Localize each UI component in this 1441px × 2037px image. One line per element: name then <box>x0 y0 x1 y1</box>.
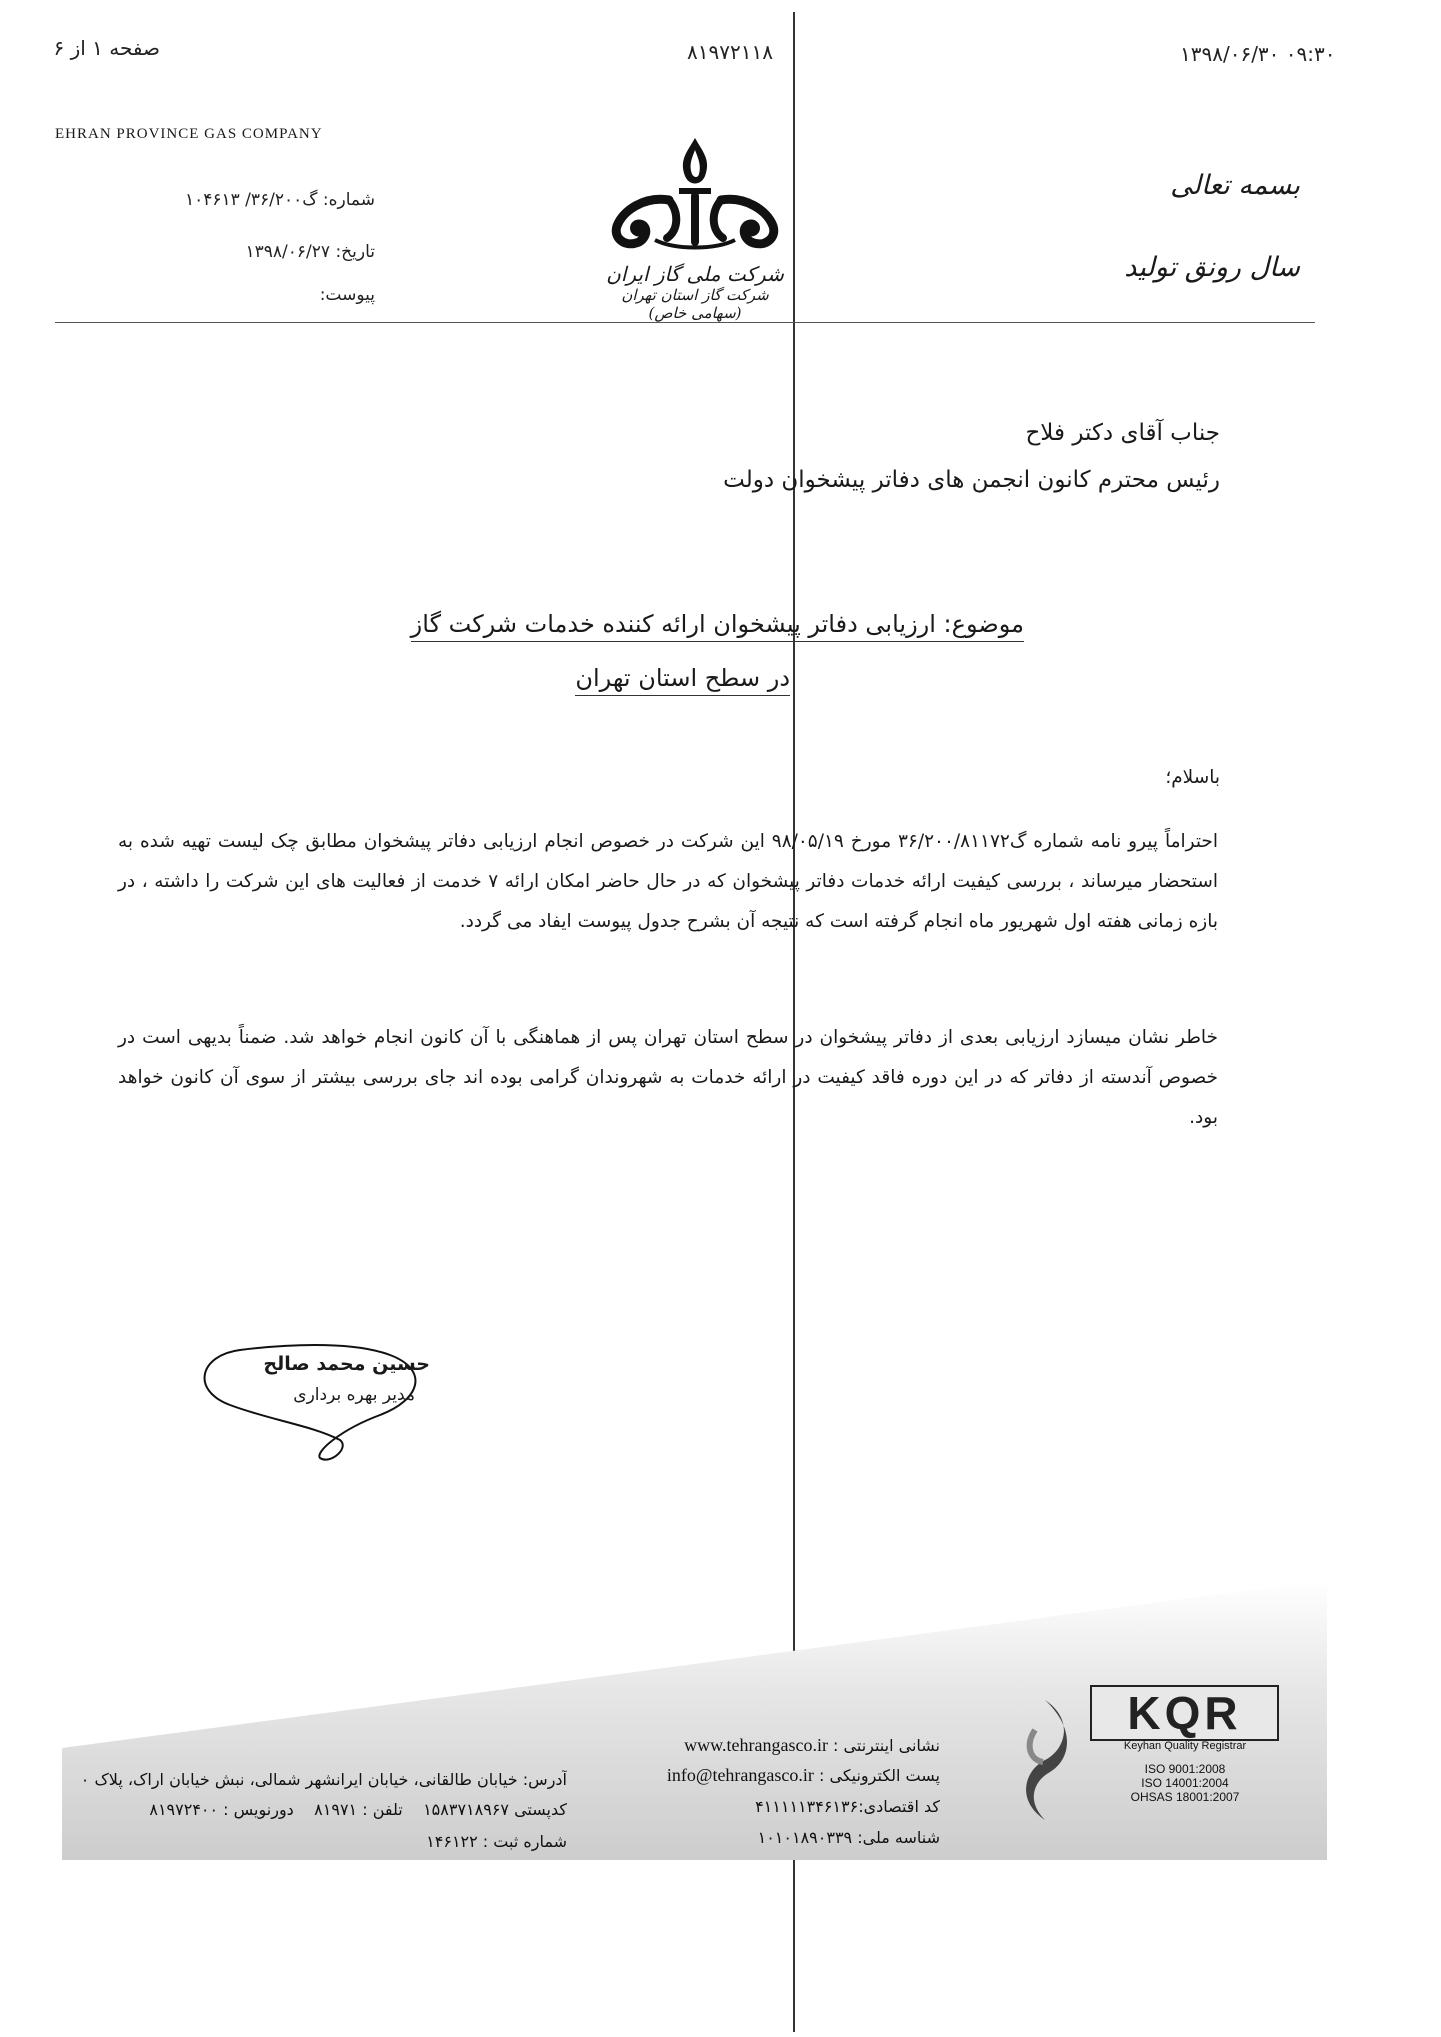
letter-attachment <box>130 285 375 305</box>
recipient-title: رئیس محترم کانون انجمن های دفاتر پیشخوان دولت <box>723 467 1220 493</box>
footer-economic-code: کد اقتصادی:۴۱۱۱۱۱۳۴۶۱۳۶ <box>755 1797 940 1816</box>
letter-number-label: شماره: <box>322 190 375 210</box>
footer-contact-numbers <box>62 1800 567 1819</box>
fax-timestamp: ۱۳۹۸/۰۶/۳۰ ۰۹:۳۰ <box>1180 42 1336 66</box>
iso-list <box>1100 1762 1270 1804</box>
iso-cert: ISO 14001:2004 <box>1141 1776 1229 1790</box>
body-paragraph-1: احتراماً پیرو نامه شماره گ۳۶/۲۰۰/۸۱۱۷۲ مورخ ۹۸/۰۵/۱۹ این شرکت در خصوص انجام ارزیابی دفاتر پیشخوان مطابق چک لیست تهیه شده به استحضار میرساند ، بررسی کیفیت ارائه خدمات دفاتر پیشخوان که در حال حاضر امکان ارائه ۷ خدمت از فعالیت های این شرکت را داشته ، در بازه زمانی هفته اول شهریور ماه انجام گرفته است که نتیجه آن بشرح جدول پیوست ایفاد می گردد. <box>118 831 1218 932</box>
greeting: باسلام؛ <box>1165 767 1220 788</box>
subject-line1-text: موضوع: ارزیابی دفاتر پیشخوان ارائه کننده خدمات شرکت گاز <box>411 610 1024 642</box>
footer-emblem <box>1005 1690 1085 1830</box>
page-counter: صفحه ۱ از ۶ <box>53 36 160 60</box>
fax-number: ۸۱۹۷۲۱۱۸ <box>687 40 773 64</box>
letter-number-value: گ۳۶/۲۰۰/ ۱۰۴۶۱۳ <box>184 190 318 210</box>
subject-line1 <box>280 610 1024 638</box>
footer-registration: شماره ثبت : ۱۴۶۱۲۲ <box>426 1832 567 1851</box>
footer-address: آدرس: خیابان طالقانی، خیابان ایرانشهر شمالی، نبش خیابان اراک، پلاک ۰ <box>80 1770 567 1789</box>
kqr-logo: KQR <box>1090 1685 1279 1741</box>
invocation: بسمه تعالی <box>1170 170 1300 201</box>
letter-attachment-label: پیوست: <box>319 285 375 305</box>
recipient-name: جناب آقای دکتر فلاح <box>1025 420 1220 446</box>
logo-line1: شرکت ملی گاز ایران <box>606 262 784 286</box>
email-label: پست الکترونیکی : <box>819 1766 940 1785</box>
year-slogan: سال رونق تولید <box>1124 252 1300 283</box>
fax-number-footer: دورنویس : ۸۱۹۷۲۴۰۰ <box>149 1800 294 1819</box>
letter-date-value: ۱۳۹۸/۰۶/۲۷ <box>245 242 331 262</box>
header-divider <box>55 322 1315 323</box>
signatory-name: حسین محمد صالح <box>263 1353 430 1375</box>
company-name-english: EHRAN PROVINCE GAS COMPANY <box>55 126 323 142</box>
letter-number <box>130 190 375 210</box>
flame-emblem-icon <box>595 130 795 260</box>
letter-date <box>130 242 375 262</box>
subject-line2-text: در سطح استان تهران <box>575 664 790 696</box>
iso-cert: ISO 9001:2008 <box>1144 1762 1226 1776</box>
gas-flame-emblem-icon <box>1005 1690 1085 1830</box>
phone-number: تلفن : ۸۱۹۷۱ <box>314 1800 403 1819</box>
footer-national-id: شناسه ملی: ۱۰۱۰۱۸۹۰۳۳۹ <box>757 1828 940 1847</box>
company-logo <box>595 130 795 320</box>
email-value[interactable]: info@tehrangasco.ir <box>666 1765 814 1785</box>
subject-line2 <box>280 664 790 692</box>
website-label: نشانی اینترنتی : <box>833 1736 940 1755</box>
postal-code: کدپستی ۱۵۸۳۷۱۸۹۶۷ <box>423 1800 567 1819</box>
letter-date-label: تاریخ: <box>335 242 375 262</box>
iso-cert: OHSAS 18001:2007 <box>1130 1790 1240 1804</box>
body-paragraph-2: خاطر نشان میسازد ارزیابی بعدی از دفاتر پیشخوان در سطح استان تهران پس از هماهنگی با آن کانون انجام خواهد شد. ضمناً بدیهی است در خصوص آندسته از دفاتر که در این دوره فاقد کیفیت در ارائه خدمات به شهروندان گرامی بوده اند جای بررسی بیشتر از سوی آن کانون خواهد بود. <box>118 1027 1218 1128</box>
logo-line2: شرکت گاز استان تهران (سهامی خاص) <box>621 286 769 322</box>
website-value[interactable]: www.tehrangasco.ir <box>684 1735 828 1755</box>
signatory-title: مدیر بهره برداری <box>293 1385 415 1405</box>
kqr-name: Keyhan Quality Registrar <box>1123 1740 1247 1752</box>
footer-website <box>610 1735 940 1756</box>
footer-email <box>610 1765 940 1786</box>
